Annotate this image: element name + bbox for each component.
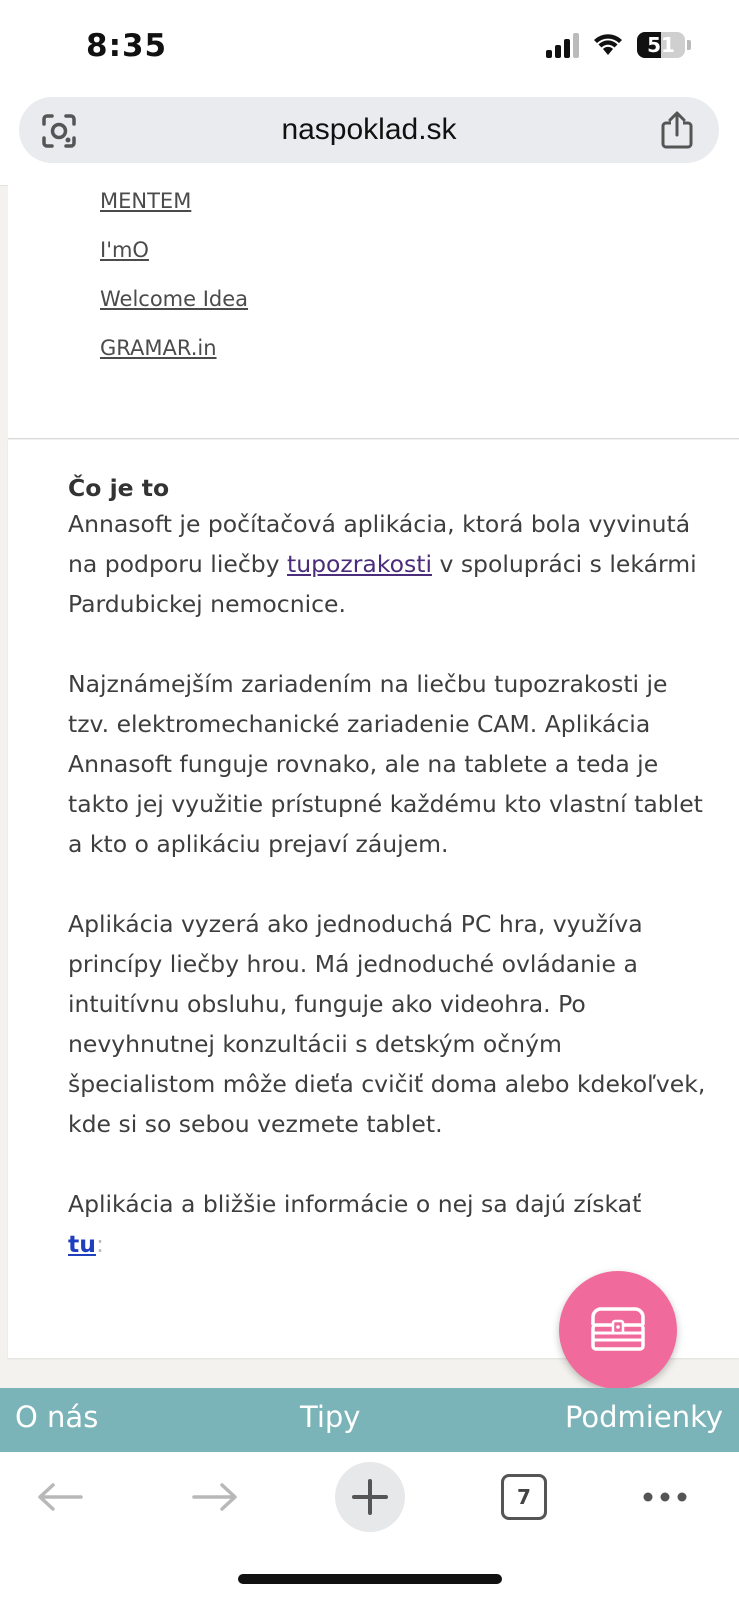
link-mentem[interactable]: MENTEM [100,189,192,213]
arrow-left-icon [37,1482,83,1512]
partner-links-list [100,189,248,385]
url-text[interactable]: naspoklad.sk [281,113,457,146]
plus-icon [352,1479,388,1515]
text: : [95,1230,104,1258]
tab-count: 7 [501,1474,547,1520]
link-tupozrakost[interactable]: tupozrakosti [287,550,432,578]
forward-button[interactable] [180,1462,250,1532]
text: Annasoft je počítačová aplikácia, ktorá bola vyvinutá na podporu liečby [68,510,691,578]
address-bar[interactable] [19,97,719,163]
article-paragraph [68,504,708,624]
list-item [100,336,248,385]
list-item [100,238,248,287]
article-card [8,440,739,1358]
footer-nav [0,1388,739,1452]
article-heading: Čo je to [68,474,170,502]
link-imo[interactable]: I'mO [100,238,149,262]
more-dots-icon [642,1491,688,1503]
home-indicator [238,1574,502,1584]
battery-icon [637,32,685,58]
wifi-icon [593,33,623,57]
tabs-button[interactable] [489,1462,559,1532]
status-icons [546,32,691,58]
treasure-chest-button[interactable] [559,1271,677,1389]
list-item [100,189,248,238]
footer-link-tips[interactable]: Tipy [300,1400,361,1434]
article-paragraph: Najznámejším zariadením na liečbu tupozrakosti je tzv. elektromechanické zariadenie CAM. Aplikácia Annasoft funguje rovnako, ale na tablete a teda je takto jej využitie prístupné každému kto vlastní tablet a kto o aplikáciu prejaví záujem. [68,670,703,858]
battery-level: 51 [647,33,675,57]
article-paragraph: Aplikácia vyzerá ako jednoduchá PC hra, využíva princípy liečby hrou. Má jednoduché ovládanie a intuitívnu obsluhu, funguje ako videohra. Po nevyhnutnej konzultácii s detským očným špecialistom môže dieťa cvičiť doma alebo kdekoľvek, kde si so sebou vezmete tablet. [68,910,706,1138]
more-menu-button[interactable] [630,1462,700,1532]
share-icon[interactable] [659,111,695,149]
link-welcome-idea[interactable]: Welcome Idea [100,287,249,311]
treasure-chest-icon [589,1307,647,1353]
back-button[interactable] [25,1462,95,1532]
browser-address-area [0,95,739,186]
footer-link-terms[interactable]: Podmienky [564,1400,723,1434]
new-tab-button[interactable] [335,1462,405,1532]
partner-links-card [8,185,739,439]
article [68,472,708,1264]
footer-link-about[interactable]: O nás [15,1400,99,1434]
arrow-right-icon [192,1482,238,1512]
list-item [100,287,248,336]
text: v spolupráci s lekármi Pardubickej nemocnice. [68,550,697,618]
status-bar [0,0,739,95]
text: Aplikácia a bližšie informácie o nej sa dajú získať [68,1190,642,1218]
article-paragraph [68,1184,708,1264]
status-time: 8:35 [86,28,168,64]
link-gramar[interactable]: GRAMAR.in [100,336,217,360]
link-here[interactable]: tu [68,1230,96,1258]
cellular-signal-icon [546,32,579,58]
